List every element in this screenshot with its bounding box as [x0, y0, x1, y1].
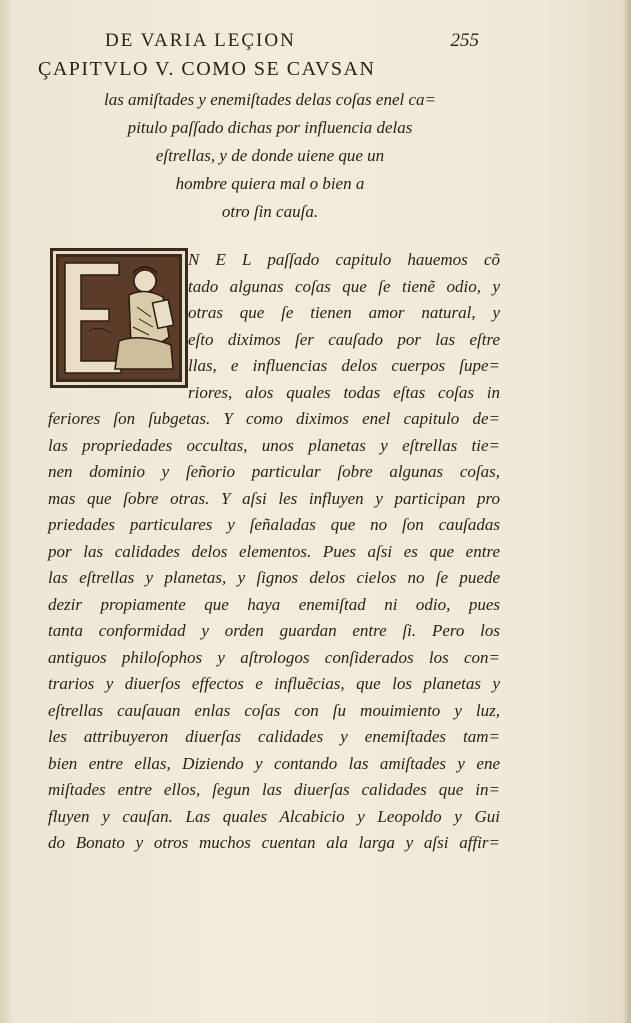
text-line: eſto diximos ſer cauſado por las eſtre	[188, 329, 500, 349]
text-line: otras que ſe tienen amor natural, y	[188, 303, 500, 322]
text-line: las propriedades occultas, unos planetas y eſtrellas tie=	[48, 435, 500, 455]
text-line: dezir propiamente que haya enemiſtad ni odio, pues	[48, 594, 500, 614]
chapter-subtitle	[60, 86, 480, 226]
text-line: feriores ſon ſubgetas. Y como diximos enel capitulo de=	[48, 409, 500, 428]
chapter-heading: ÇAPITVLO V. COMO SE CAVSAN	[38, 58, 376, 80]
text-line: les attribuyeron diuerſas calidades y enemiſtades tam=	[48, 727, 500, 746]
text-line: N E L paſſado capitulo hauemos cõ	[188, 250, 500, 269]
text-line: llas, e influencias delos cuerpos ſupe=	[188, 356, 500, 375]
text-line: eſtrellas cauſauan enlas coſas con ſu mouimiento y luz,	[48, 700, 500, 720]
text-line: antiguos philoſophos y aſtrologos conſiderados los con=	[48, 647, 500, 667]
text-line: por las calidades delos elementos. Pues aſsi es que entre	[48, 541, 500, 561]
text-line: trarios y diuerſos effectos e influẽcias, que los planetas y	[48, 674, 500, 693]
subtitle-line: las amiſtades y enemiſtades delas coſas enel ca=	[103, 90, 437, 109]
text-line: nen dominio y ſeñorio particular ſobre algunas coſas,	[48, 462, 500, 481]
text-line: mas que ſobre otras. Y aſsi les influyen y participan pro	[48, 488, 500, 508]
text-line: fluyen y cauſan. Las quales Alcabicio y Leopoldo y Gui	[48, 806, 500, 826]
text-line: miſtades entre ellos, ſegun las diuerſas calidades que in=	[48, 780, 500, 799]
text-line: do Bonato y otros muchos cuentan ala larga y aſsi affir=	[48, 833, 500, 852]
text-line: bien entre ellas, Diziendo y contando las amiſtades y ene	[48, 753, 500, 773]
subtitle-line: pitulo paſſado dichas por influencia delas	[127, 118, 413, 137]
text-line: priedades particulares y ſeñaladas que no ſon cauſadas	[48, 515, 500, 534]
text-line: tanta conformidad y orden guardan entre ſi. Pero los	[48, 621, 500, 640]
text-line: riores, alos quales todas eſtas coſas in	[188, 382, 500, 402]
page-edge-shadow	[623, 0, 631, 1023]
running-title: DE VARIA LEÇION	[105, 30, 296, 51]
page-header	[105, 30, 495, 56]
page-number: 255	[450, 30, 479, 51]
text-line: tado algunas coſas que ſe tienẽ odio, y	[188, 276, 500, 296]
subtitle-line: eſtrellas, y de donde uiene que un	[155, 146, 385, 165]
subtitle-line: hombre quiera mal o bien a	[175, 174, 365, 193]
subtitle-line: otro ſin cauſa.	[221, 202, 319, 221]
body-text	[48, 247, 500, 857]
text-line: las eſtrellas y planetas, y ſignos delos cielos no ſe puede	[48, 568, 500, 587]
